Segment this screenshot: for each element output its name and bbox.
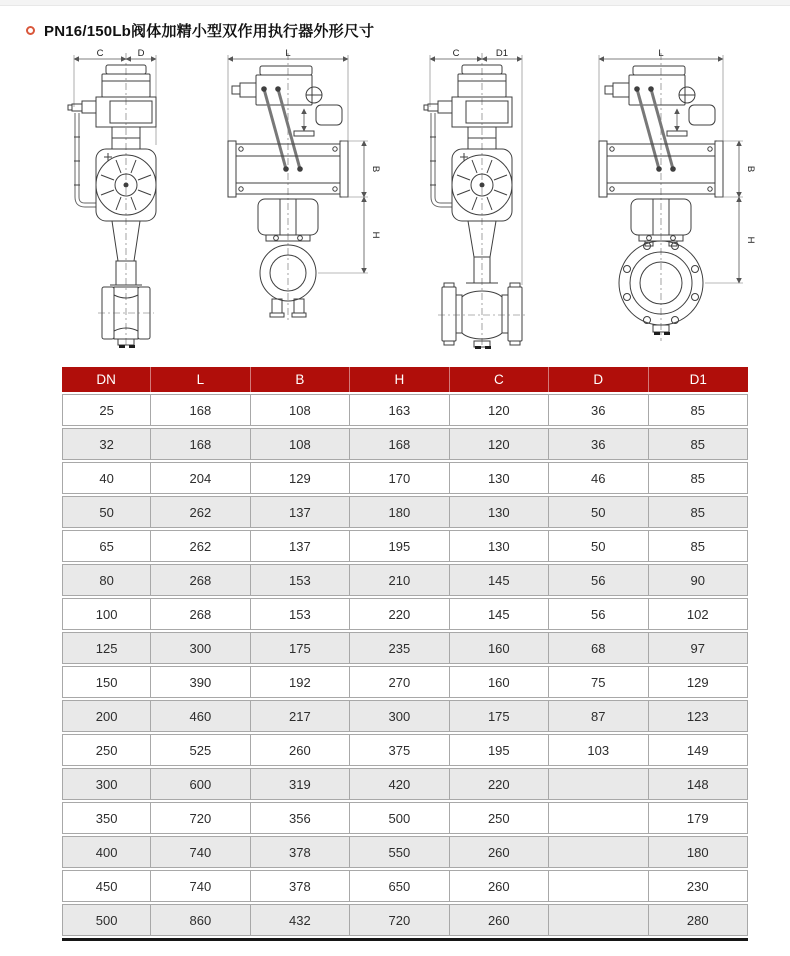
dimension-cell: 46 — [549, 462, 648, 494]
dimension-cell: 85 — [649, 394, 748, 426]
dimension-cell: 65 — [62, 530, 151, 562]
dimensions-table — [62, 365, 748, 938]
dimension-cell: 87 — [549, 700, 648, 732]
dimension-cell: 204 — [151, 462, 250, 494]
dimension-cell: 300 — [151, 632, 250, 664]
table-row — [62, 666, 748, 698]
dimension-cell: 97 — [649, 632, 748, 664]
dimension-cell: 103 — [549, 734, 648, 766]
drawing-flanged-side-view — [412, 49, 547, 349]
dim-label-b: B — [369, 165, 381, 173]
dimension-cell: 50 — [549, 530, 648, 562]
dimension-cell: 356 — [251, 802, 350, 834]
dimension-c-d1 — [430, 49, 522, 285]
dim-label-d1: D1 — [496, 49, 509, 59]
dimension-cell: 262 — [151, 530, 250, 562]
dimension-cell: 192 — [251, 666, 350, 698]
dim-label-c: C — [452, 49, 460, 59]
valve-body-outline — [424, 65, 526, 349]
column-header: D — [549, 367, 648, 392]
dimension-cell: 102 — [649, 598, 748, 630]
dimension-cell: 180 — [649, 836, 748, 868]
dimension-cell: 500 — [62, 904, 151, 936]
dimension-cell: 123 — [649, 700, 748, 732]
dimension-cell: 75 — [549, 666, 648, 698]
table-row — [62, 768, 748, 800]
dimension-cell: 217 — [251, 700, 350, 732]
dimension-cell: 220 — [450, 768, 549, 800]
table-row — [62, 904, 748, 936]
dimension-cell: 550 — [350, 836, 449, 868]
dimension-cell — [549, 768, 648, 800]
dimension-cell: 36 — [549, 394, 648, 426]
dimension-cell: 168 — [151, 394, 250, 426]
dimension-cell: 250 — [62, 734, 151, 766]
dimension-cell: 500 — [350, 802, 449, 834]
dimension-cell — [549, 870, 648, 902]
bullet-icon — [26, 26, 35, 35]
drawing-wafer-side-view — [54, 49, 184, 349]
dimension-cell: 163 — [350, 394, 449, 426]
dimension-cell: 40 — [62, 462, 151, 494]
dimension-cell: 85 — [649, 428, 748, 460]
dimension-cell: 90 — [649, 564, 748, 596]
dimension-cell: 390 — [151, 666, 250, 698]
dimension-cell: 378 — [251, 870, 350, 902]
dimension-cell: 130 — [450, 530, 549, 562]
table-row — [62, 700, 748, 732]
dim-label-d: D — [137, 49, 145, 59]
column-header: B — [251, 367, 350, 392]
dim-label-h: H — [744, 236, 756, 244]
valve-body-outline — [68, 65, 156, 348]
dimension-cell: 85 — [649, 530, 748, 562]
dimension-cell: 420 — [350, 768, 449, 800]
dimension-cell: 740 — [151, 870, 250, 902]
dimension-cell: 650 — [350, 870, 449, 902]
table-row — [62, 530, 748, 562]
dimension-cell: 378 — [251, 836, 350, 868]
column-header: H — [350, 367, 449, 392]
table-row — [62, 394, 748, 426]
column-header: L — [151, 367, 250, 392]
dimension-cell — [549, 836, 648, 868]
dimension-cell: 300 — [62, 768, 151, 800]
dimension-cell: 350 — [62, 802, 151, 834]
table-row — [62, 598, 748, 630]
dimension-cell: 175 — [251, 632, 350, 664]
dimension-cell: 260 — [450, 870, 549, 902]
dimension-cell: 36 — [549, 428, 648, 460]
dimension-cell: 108 — [251, 394, 350, 426]
dimension-b-h — [705, 141, 756, 283]
dimension-cell: 130 — [450, 462, 549, 494]
dimension-cell: 153 — [251, 598, 350, 630]
dimension-cell: 179 — [649, 802, 748, 834]
table-row — [62, 428, 748, 460]
dimension-cell: 153 — [251, 564, 350, 596]
dim-label-l: L — [285, 49, 291, 59]
dimension-cell: 56 — [549, 598, 648, 630]
dimension-cell: 137 — [251, 530, 350, 562]
dim-label-b: B — [744, 165, 756, 173]
dimension-cell: 50 — [549, 496, 648, 528]
dimension-cell: 100 — [62, 598, 151, 630]
dimension-cell: 280 — [649, 904, 748, 936]
dimension-cell: 200 — [62, 700, 151, 732]
table-row — [62, 564, 748, 596]
dimension-cell: 740 — [151, 836, 250, 868]
dimension-cell: 220 — [350, 598, 449, 630]
dimension-cell: 125 — [62, 632, 151, 664]
table-row — [62, 462, 748, 494]
dimension-cell: 120 — [450, 428, 549, 460]
drawing-wafer-front-view — [216, 49, 381, 349]
dimension-cell: 68 — [549, 632, 648, 664]
dimension-cell: 260 — [450, 904, 549, 936]
dimension-cell: 720 — [350, 904, 449, 936]
table-row — [62, 836, 748, 868]
column-header: D1 — [649, 367, 748, 392]
dimensions-table-wrap — [62, 365, 748, 941]
dimension-cell: 260 — [251, 734, 350, 766]
page-title: PN16/150Lb阀体加精小型双作用执行器外形尺寸 — [44, 23, 375, 40]
dimension-cell: 120 — [450, 394, 549, 426]
column-header: DN — [62, 367, 151, 392]
dimension-cell: 250 — [450, 802, 549, 834]
dimension-cell: 235 — [350, 632, 449, 664]
dimension-cell: 85 — [649, 496, 748, 528]
table-row — [62, 802, 748, 834]
dimension-cell — [549, 904, 648, 936]
dimension-cell: 129 — [251, 462, 350, 494]
dimension-cell: 175 — [450, 700, 549, 732]
technical-drawings — [0, 43, 790, 349]
dimension-cell: 180 — [350, 496, 449, 528]
dimension-cell: 860 — [151, 904, 250, 936]
dimension-cell: 56 — [549, 564, 648, 596]
table-row — [62, 734, 748, 766]
dimension-cell: 149 — [649, 734, 748, 766]
dimension-cell — [549, 802, 648, 834]
dimension-cell: 300 — [350, 700, 449, 732]
dimension-b-h — [318, 141, 381, 273]
dimension-cell: 85 — [649, 462, 748, 494]
dimension-cell: 145 — [450, 598, 549, 630]
dimension-cell: 210 — [350, 564, 449, 596]
dimension-cell: 268 — [151, 564, 250, 596]
dimension-cell: 50 — [62, 496, 151, 528]
dimension-cell: 432 — [251, 904, 350, 936]
top-strip — [0, 0, 790, 6]
dimension-cell: 268 — [151, 598, 250, 630]
dim-label-l: L — [658, 49, 664, 59]
dimension-cell: 168 — [350, 428, 449, 460]
table-row — [62, 870, 748, 902]
table-row — [62, 496, 748, 528]
dimension-cell: 129 — [649, 666, 748, 698]
dimension-cell: 32 — [62, 428, 151, 460]
section-header — [26, 20, 790, 41]
dimension-cell: 375 — [350, 734, 449, 766]
column-header: C — [450, 367, 549, 392]
dimension-cell: 319 — [251, 768, 350, 800]
dimension-cell: 108 — [251, 428, 350, 460]
dimension-cell: 145 — [450, 564, 549, 596]
table-row — [62, 632, 748, 664]
dimension-cell: 720 — [151, 802, 250, 834]
dimension-cell: 400 — [62, 836, 151, 868]
dimension-cell: 195 — [350, 530, 449, 562]
dimension-cell: 460 — [151, 700, 250, 732]
dim-label-h: H — [369, 231, 381, 239]
dimension-cell: 80 — [62, 564, 151, 596]
dimension-cell: 130 — [450, 496, 549, 528]
dimension-cell: 25 — [62, 394, 151, 426]
dimension-cell: 148 — [649, 768, 748, 800]
dimension-cell: 230 — [649, 870, 748, 902]
dimension-cell: 260 — [450, 836, 549, 868]
dimension-cell: 262 — [151, 496, 250, 528]
dim-label-c: C — [96, 49, 104, 59]
dimension-cell: 160 — [450, 632, 549, 664]
dimension-cell: 150 — [62, 666, 151, 698]
dimension-cell: 170 — [350, 462, 449, 494]
drawing-flanged-front-view — [579, 49, 764, 349]
dimension-cell: 195 — [450, 734, 549, 766]
dimension-cell: 450 — [62, 870, 151, 902]
dimension-cell: 525 — [151, 734, 250, 766]
dimension-cell: 270 — [350, 666, 449, 698]
header-row — [62, 367, 748, 392]
dimension-cell: 168 — [151, 428, 250, 460]
dimension-cell: 600 — [151, 768, 250, 800]
dimension-cell: 137 — [251, 496, 350, 528]
dimension-cell: 160 — [450, 666, 549, 698]
